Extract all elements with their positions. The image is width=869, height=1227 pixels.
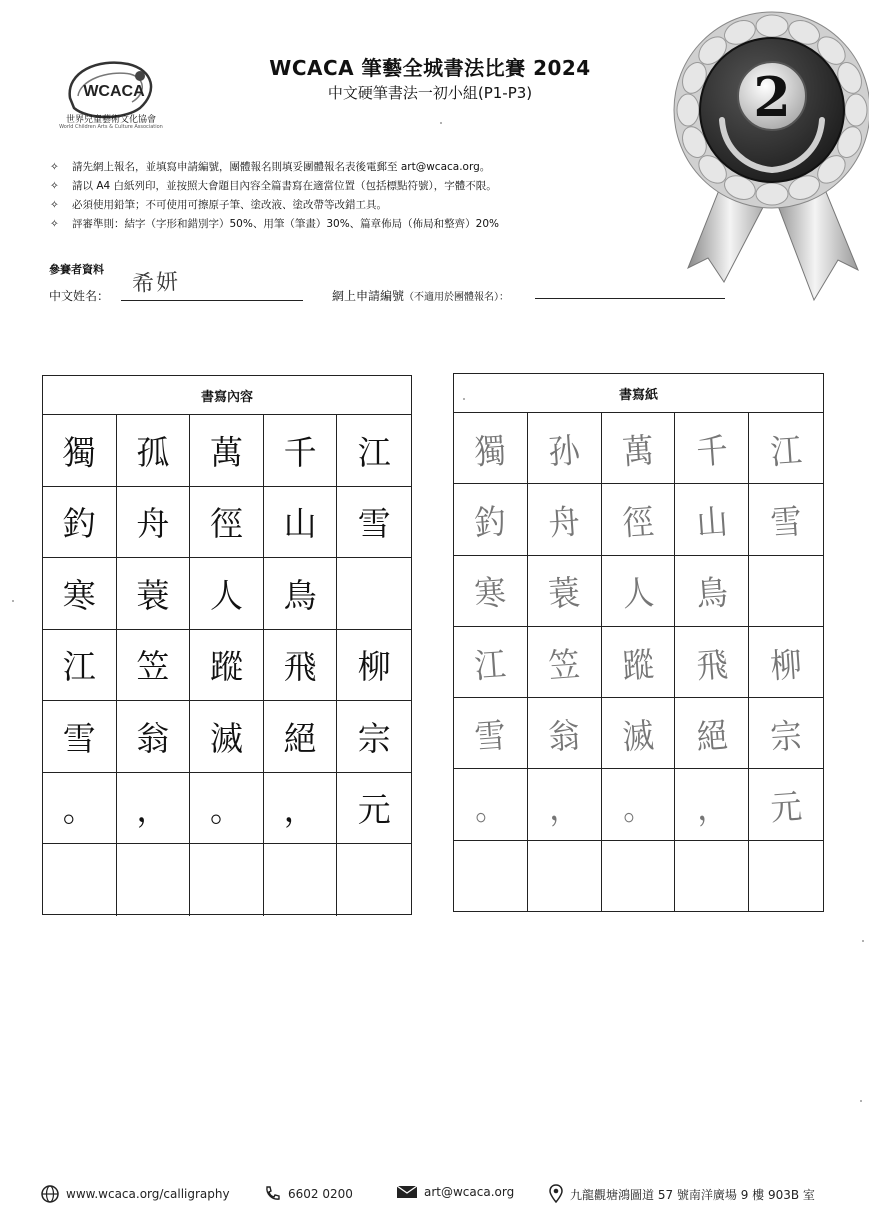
writing-cell[interactable] — [749, 556, 823, 627]
content-cell: 獨 — [43, 415, 117, 487]
handwritten-character: 。 — [473, 787, 508, 830]
rule-item — [50, 177, 690, 196]
scan-speck — [860, 1100, 862, 1102]
handwritten-character: 孙 — [547, 430, 582, 473]
writing-cell[interactable] — [675, 841, 749, 912]
writing-cell[interactable] — [528, 484, 602, 555]
writing-cell[interactable] — [749, 769, 823, 840]
content-cell: 。 — [190, 773, 264, 845]
content-cell: 人 — [190, 558, 264, 630]
writing-cell[interactable] — [749, 841, 823, 912]
address-text: 九龍觀塘鴻圖道 57 號南洋廣場 9 樓 903B 室 — [570, 1187, 815, 1202]
handwritten-character: 舟 — [547, 501, 582, 544]
footer — [40, 1184, 840, 1212]
content-sheet — [42, 375, 412, 915]
content-cell — [337, 844, 411, 916]
website-text: www.wcaca.org/calligraphy — [66, 1187, 230, 1201]
content-cell: ， — [117, 773, 191, 845]
application-label — [332, 287, 509, 304]
rosette-petal — [756, 15, 788, 37]
writing-cell[interactable] — [749, 627, 823, 698]
writing-cell[interactable] — [454, 627, 528, 698]
content-cell: ， — [264, 773, 338, 845]
handwritten-character: 釣 — [473, 501, 508, 544]
content-cell: 千 — [264, 415, 338, 487]
scan-speck — [862, 940, 864, 942]
writing-cell[interactable] — [602, 698, 676, 769]
rosette-petal — [845, 94, 867, 126]
content-cell: 笠 — [117, 630, 191, 702]
name-field[interactable]: 希妍 — [131, 269, 181, 298]
writing-cell[interactable] — [454, 698, 528, 769]
writing-cell[interactable] — [675, 769, 749, 840]
scan-speck — [463, 398, 465, 400]
handwritten-character: ， — [547, 787, 582, 830]
phone-icon — [262, 1184, 282, 1204]
writing-cell[interactable] — [528, 841, 602, 912]
org-name-en: World Children Arts & Culture Association — [59, 124, 163, 130]
content-cell: 蹤 — [190, 630, 264, 702]
handwritten-character: ， — [695, 787, 730, 830]
writing-cell[interactable] — [528, 627, 602, 698]
writing-cell[interactable] — [454, 841, 528, 912]
content-cell: 舟 — [117, 487, 191, 559]
sparkle-icon: ✧ — [50, 161, 59, 173]
handwritten-character: 千 — [695, 430, 730, 473]
rosette-petal — [677, 94, 699, 126]
content-cell: 雪 — [337, 487, 411, 559]
footer-address — [548, 1184, 815, 1204]
content-cell: 寒 — [43, 558, 117, 630]
page-subtitle: 中文硬筆書法一初小組(P1-P3) — [327, 84, 533, 102]
content-cell — [337, 558, 411, 630]
writing-cell[interactable] — [528, 769, 602, 840]
content-cell — [43, 844, 117, 916]
writing-cell[interactable] — [602, 841, 676, 912]
envelope-icon — [396, 1184, 418, 1200]
content-cell: 飛 — [264, 630, 338, 702]
writing-cell[interactable] — [528, 698, 602, 769]
content-cell: 滅 — [190, 701, 264, 773]
handwritten-character: 人 — [621, 573, 656, 616]
content-cell: 徑 — [190, 487, 264, 559]
footer-phone[interactable] — [262, 1184, 353, 1204]
content-cell: 鳥 — [264, 558, 338, 630]
sparkle-icon: ✧ — [50, 180, 59, 192]
org-name: 世界兒童藝術文化協會 — [65, 115, 156, 125]
writing-cell[interactable] — [454, 484, 528, 555]
footer-website[interactable] — [40, 1184, 230, 1204]
writing-cell[interactable] — [749, 484, 823, 555]
handwritten-character: 鳥 — [695, 573, 730, 616]
writing-cell[interactable] — [675, 413, 749, 484]
handwritten-character: 徑 — [621, 501, 656, 544]
content-cell: 柳 — [337, 630, 411, 702]
rule-text: 請以 A4 白紙列印，並按照大會題目內容全篇書寫在適當位置（包括標點符號），字體不限。 — [72, 180, 497, 192]
email-text: art@wcaca.org — [424, 1185, 515, 1199]
handwritten-character: 元 — [769, 787, 804, 830]
sparkle-icon: ✧ — [50, 218, 59, 230]
handwritten-character: 蓑 — [547, 573, 582, 616]
content-cell: 蓑 — [117, 558, 191, 630]
rosette-petal — [756, 183, 788, 205]
handwritten-character: 萬 — [621, 430, 656, 473]
globe-icon — [40, 1184, 60, 1204]
writing-cell[interactable] — [675, 484, 749, 555]
badge-number: 2 — [753, 65, 791, 129]
writing-cell[interactable] — [602, 556, 676, 627]
logo-text: WCACA — [83, 83, 145, 100]
content-cell: 釣 — [43, 487, 117, 559]
writing-cell[interactable] — [749, 413, 823, 484]
content-cell: 江 — [337, 415, 411, 487]
handwritten-character: 飛 — [695, 644, 730, 687]
application-label-text: 網上申請編號 — [332, 289, 405, 303]
content-cell: 元 — [337, 773, 411, 845]
handwritten-character: 雪 — [473, 715, 508, 758]
name-label: 中文姓名： — [49, 289, 110, 303]
writing-cell[interactable] — [675, 698, 749, 769]
footer-email[interactable] — [396, 1184, 514, 1200]
content-cell: 江 — [43, 630, 117, 702]
scan-speck — [12, 600, 14, 602]
content-cell: 絕 — [264, 701, 338, 773]
writing-cell[interactable] — [675, 556, 749, 627]
location-pin-icon — [548, 1184, 564, 1204]
content-cell: 翁 — [117, 701, 191, 773]
handwritten-character: 宗 — [769, 715, 804, 758]
application-note: （不適用於團體報名）： — [404, 292, 510, 303]
rule-item — [50, 158, 690, 177]
writing-cell[interactable] — [602, 769, 676, 840]
writing-cell[interactable] — [602, 413, 676, 484]
content-cell — [117, 844, 191, 916]
writing-cell[interactable] — [528, 556, 602, 627]
scan-speck — [440, 122, 442, 124]
writing-cell[interactable] — [602, 627, 676, 698]
handwritten-character: 滅 — [621, 715, 656, 758]
writing-cell[interactable] — [454, 556, 528, 627]
rule-item — [50, 196, 690, 215]
writing-sheet-title: 書寫紙 — [454, 374, 823, 413]
rule-text: 必須使用鉛筆；不可使用可擦原子筆、塗改液、塗改帶等改錯工具。 — [72, 199, 387, 211]
content-cell: 雪 — [43, 701, 117, 773]
name-underline — [121, 300, 303, 301]
participant-heading: 參賽者資料 — [49, 263, 104, 276]
rules-list — [50, 158, 690, 234]
rule-text: 評審準則：結字（字形和錯別字）50%、用筆（筆畫）30%、篇章佈局（佈局和整齊）20% — [72, 218, 500, 230]
sparkle-icon: ✧ — [50, 199, 59, 211]
content-cell: 。 — [43, 773, 117, 845]
rule-item — [50, 215, 690, 234]
handwritten-character: 蹤 — [621, 644, 656, 687]
writing-cell[interactable] — [602, 484, 676, 555]
handwritten-character: 雪 — [769, 501, 804, 544]
content-cell: 孤 — [117, 415, 191, 487]
handwritten-character: 獨 — [473, 430, 508, 473]
content-grid — [43, 415, 411, 916]
content-cell — [264, 844, 338, 916]
content-cell: 山 — [264, 487, 338, 559]
handwritten-character: 。 — [621, 787, 656, 830]
content-cell — [190, 844, 264, 916]
handwritten-character: 絕 — [695, 715, 730, 758]
writing-cell[interactable] — [675, 627, 749, 698]
second-place-ribbon-icon — [672, 0, 869, 310]
handwritten-character: 柳 — [769, 644, 804, 687]
handwritten-character: 笠 — [547, 644, 582, 687]
writing-cell[interactable] — [454, 413, 528, 484]
handwritten-character: 寒 — [473, 573, 508, 616]
writing-cell[interactable] — [749, 698, 823, 769]
phone-text: 6602 0200 — [288, 1187, 353, 1201]
handwritten-character: 翁 — [547, 715, 582, 758]
handwritten-character: 江 — [769, 430, 804, 473]
handwritten-character: 山 — [695, 501, 730, 544]
writing-grid — [454, 413, 823, 912]
page-title: WCACA 筆藝全城書法比賽 2024 — [269, 56, 591, 80]
content-sheet-title: 書寫內容 — [43, 376, 411, 415]
writing-cell[interactable] — [454, 769, 528, 840]
rule-text: 請先網上報名，並填寫申請編號，團體報名則填妥團體報名表後電郵至 art@wcaca.org。 — [72, 161, 491, 173]
writing-cell[interactable] — [528, 413, 602, 484]
writing-sheet — [453, 373, 824, 912]
handwritten-character: 江 — [473, 644, 508, 687]
content-cell: 萬 — [190, 415, 264, 487]
content-cell: 宗 — [337, 701, 411, 773]
